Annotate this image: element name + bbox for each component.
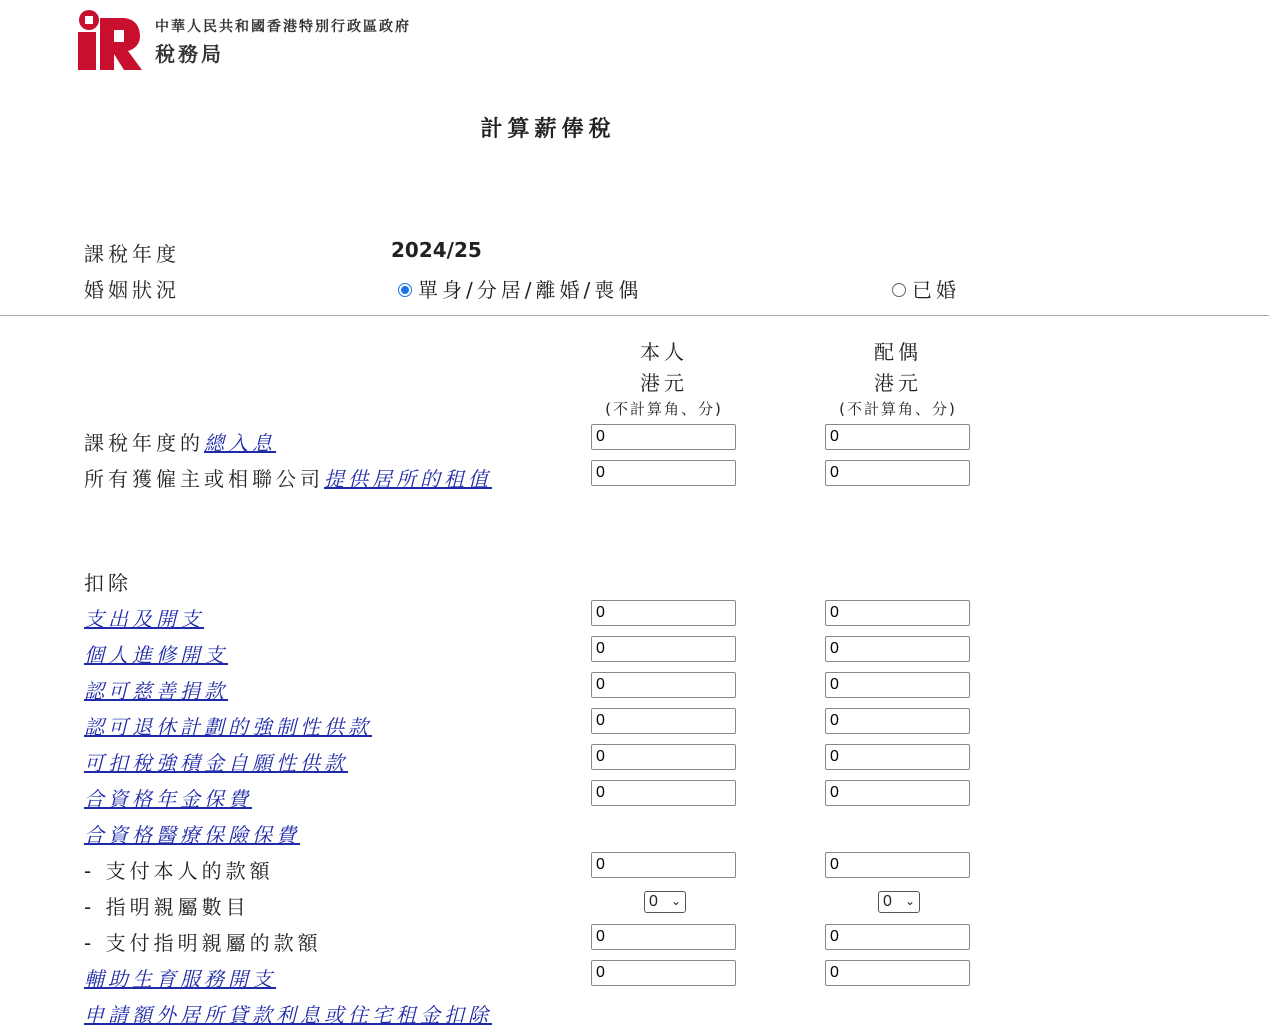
row-label bbox=[84, 963, 276, 992]
label-text: 所有獲僱主或相聯公司 bbox=[84, 467, 324, 491]
row-label bbox=[84, 927, 322, 956]
chevron-down-icon: ⌄ bbox=[904, 894, 915, 908]
column-self-unit: 港元 bbox=[640, 371, 688, 395]
spouse-dependants-select[interactable] bbox=[878, 891, 920, 913]
label-text: 扣除 bbox=[84, 571, 132, 595]
select-value: 0 bbox=[883, 893, 892, 910]
row-label bbox=[84, 999, 492, 1028]
spouse-amount-input[interactable] bbox=[825, 852, 970, 878]
radio-checked-icon[interactable] bbox=[398, 283, 412, 297]
radio-unchecked-icon[interactable] bbox=[892, 283, 906, 297]
row-label bbox=[84, 711, 372, 740]
help-link[interactable]: 個人進修開支 bbox=[84, 643, 228, 667]
self-dependants-select[interactable] bbox=[644, 891, 686, 913]
self-amount-input[interactable] bbox=[591, 852, 736, 878]
help-link[interactable]: 合資格年金保費 bbox=[84, 787, 252, 811]
spouse-amount-input[interactable] bbox=[825, 708, 970, 734]
self-amount-input[interactable] bbox=[591, 636, 736, 662]
row-label bbox=[84, 819, 300, 848]
self-amount-input[interactable] bbox=[591, 424, 736, 450]
self-amount-input[interactable] bbox=[591, 460, 736, 486]
help-link[interactable]: 輔助生育服務開支 bbox=[84, 967, 276, 991]
spouse-amount-input[interactable] bbox=[825, 744, 970, 770]
row-label bbox=[84, 783, 252, 812]
self-amount-input[interactable] bbox=[591, 744, 736, 770]
row-label bbox=[84, 567, 132, 596]
row-label bbox=[84, 855, 274, 884]
label-text: - 支付本人的款額 bbox=[84, 859, 274, 883]
spouse-amount-input[interactable] bbox=[825, 460, 970, 486]
help-link[interactable]: 申請額外居所貸款利息或住宅租金扣除 bbox=[84, 1003, 492, 1027]
row-label bbox=[84, 675, 228, 704]
spouse-amount-input[interactable] bbox=[825, 672, 970, 698]
column-spouse-note: (不計算角、分) bbox=[839, 400, 957, 418]
help-link[interactable]: 提供居所的租值 bbox=[324, 467, 492, 491]
help-link[interactable]: 認可退休計劃的強制性供款 bbox=[84, 715, 372, 739]
marital-status-label: 婚姻狀況 bbox=[84, 278, 180, 302]
self-amount-input[interactable] bbox=[591, 672, 736, 698]
self-amount-input[interactable] bbox=[591, 780, 736, 806]
row-label bbox=[84, 427, 276, 456]
column-self-name: 本人 bbox=[640, 340, 688, 364]
help-link[interactable]: 合資格醫療保險保費 bbox=[84, 823, 300, 847]
help-link[interactable]: 可扣稅強積金自願性供款 bbox=[84, 751, 348, 775]
radio-single[interactable] bbox=[398, 274, 642, 303]
column-spouse-name: 配偶 bbox=[874, 340, 922, 364]
tax-year-label: 課稅年度 bbox=[84, 242, 180, 266]
spouse-amount-input[interactable] bbox=[825, 780, 970, 806]
divider bbox=[0, 315, 1269, 316]
department-name: 稅務局 bbox=[155, 42, 224, 66]
label-text: 課稅年度的 bbox=[84, 431, 204, 455]
radio-single-label: 單身/分居/離婚/喪偶 bbox=[418, 278, 643, 302]
row-label bbox=[84, 603, 204, 632]
spouse-amount-input[interactable] bbox=[825, 600, 970, 626]
spouse-amount-input[interactable] bbox=[825, 924, 970, 950]
help-link[interactable]: 總入息 bbox=[204, 431, 276, 455]
row-label bbox=[84, 463, 492, 492]
self-amount-input[interactable] bbox=[591, 924, 736, 950]
tax-year-value: 2024/25 bbox=[391, 238, 482, 262]
select-value: 0 bbox=[649, 893, 658, 910]
spouse-amount-input[interactable] bbox=[825, 960, 970, 986]
label-text: - 指明親屬數目 bbox=[84, 895, 250, 919]
spouse-amount-input[interactable] bbox=[825, 424, 970, 450]
page-title: 計算薪俸稅 bbox=[480, 117, 616, 142]
help-link[interactable]: 認可慈善捐款 bbox=[84, 679, 228, 703]
column-self-note: (不計算角、分) bbox=[605, 400, 723, 418]
spouse-amount-input[interactable] bbox=[825, 636, 970, 662]
help-link[interactable]: 支出及開支 bbox=[84, 607, 204, 631]
row-label bbox=[84, 639, 228, 668]
chevron-down-icon: ⌄ bbox=[670, 894, 681, 908]
self-amount-input[interactable] bbox=[591, 708, 736, 734]
label-text: - 支付指明親屬的款額 bbox=[84, 931, 322, 955]
row-label bbox=[84, 747, 348, 776]
row-label bbox=[84, 891, 250, 920]
radio-married-label: 已婚 bbox=[912, 278, 960, 302]
self-amount-input[interactable] bbox=[591, 960, 736, 986]
self-amount-input[interactable] bbox=[591, 600, 736, 626]
column-spouse-unit: 港元 bbox=[874, 371, 922, 395]
government-name: 中華人民共和國香港特別行政區政府 bbox=[155, 19, 411, 35]
ird-logo bbox=[78, 10, 142, 70]
radio-married[interactable] bbox=[892, 274, 960, 303]
